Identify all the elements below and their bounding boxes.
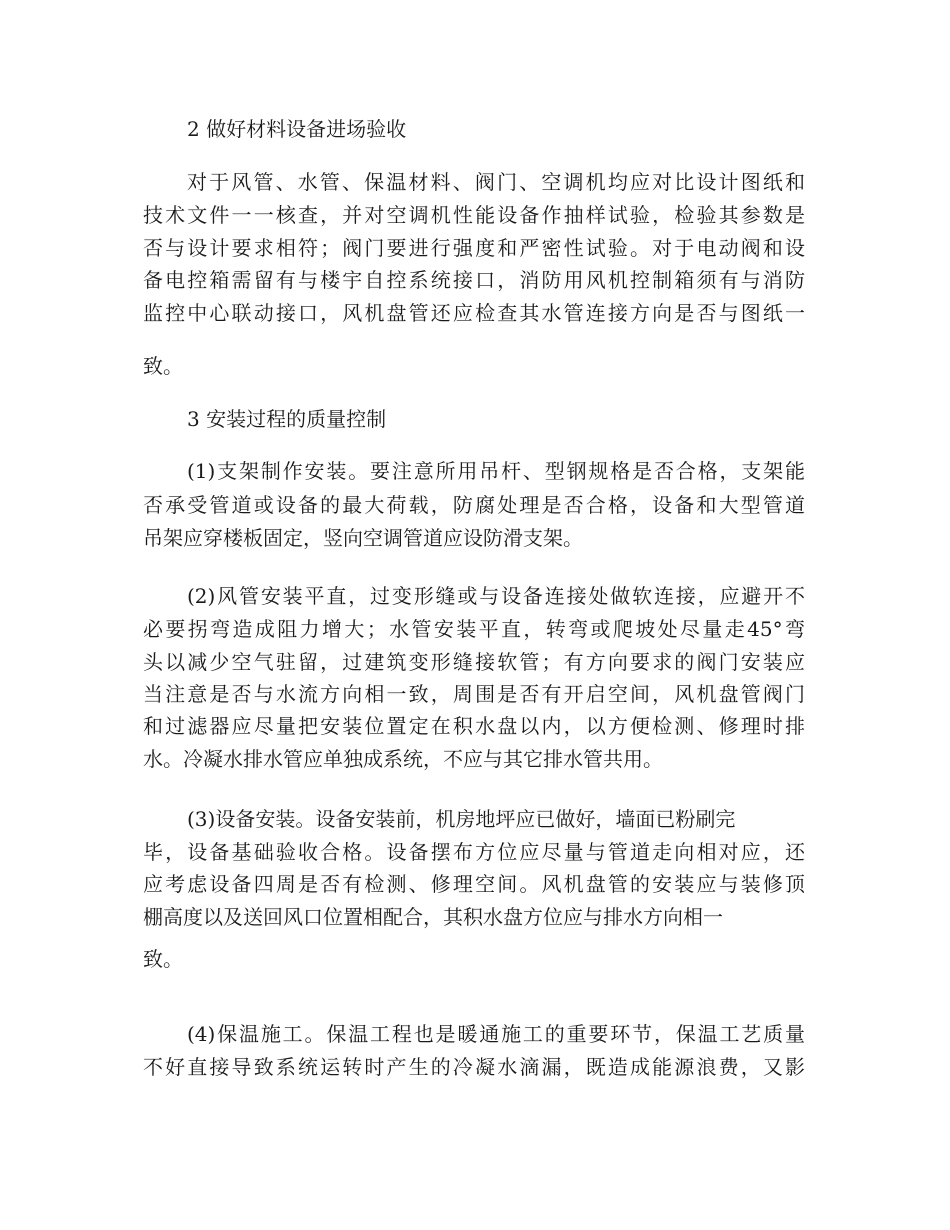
- text-line: 应考虑设备四周是否有检测、修理空间。风机盘管的安装应与装修顶: [143, 872, 805, 896]
- text-line: 吊架应穿楼板固定，竖向空调管道应设防滑支架。: [143, 526, 583, 550]
- text-line: 棚高度以及送回风口位置相配合，其积水盘方位应与排水方向相一: [143, 905, 723, 929]
- text-line: 监控中心联动接口，风机盘管还应检查其水管连接方向是否与图纸一: [143, 301, 805, 325]
- text-line: 备电控箱需留有与楼宇自控系统接口，消防用风机控制箱须有与消防: [143, 268, 805, 292]
- text-line: (3)设备安装。设备安装前，机房地坪应已做好，墙面已粉刷完: [187, 807, 736, 831]
- text-line: 技术文件一一核查，并对空调机性能设备作抽样试验，检验其参数是: [143, 203, 805, 227]
- section-heading-3: 3 安装过程的质量控制: [187, 407, 387, 431]
- text-line: 毕，设备基础验收合格。设备摆布方位应尽量与管道走向相对应，还: [143, 840, 805, 864]
- text-line: (2)风管安装平直，过变形缝或与设备连接处做软连接，应避开不: [187, 584, 805, 608]
- text-line: 对于风管、水管、保温材料、阀门、空调机均应对比设计图纸和: [187, 170, 805, 194]
- text-line: 致。: [143, 947, 183, 971]
- text-line: 否承受管道或设备的最大荷载，防腐处理是否合格，设备和大型管道: [143, 493, 805, 517]
- text-line: 否与设计要求相符；阀门要进行强度和严密性试验。对于电动阀和设: [143, 236, 805, 260]
- section-heading-2: 2 做好材料设备进场验收: [187, 117, 407, 141]
- text-line: (4)保温施工。保温工程也是暖通施工的重要环节，保温工艺质量: [187, 1022, 805, 1046]
- text-line: 不好直接导致系统运转时产生的冷凝水滴漏，既造成能源浪费，又影: [143, 1055, 805, 1079]
- text-line: 当注意是否与水流方向相一致，周围是否有开启空间，风机盘管阀门: [143, 682, 805, 706]
- text-line: 和过滤器应尽量把安装位置定在积水盘以内，以方便检测、修理时排: [143, 714, 805, 738]
- text-line: 水。冷凝水排水管应单独成系统，不应与其它排水管共用。: [143, 747, 663, 771]
- text-line: (1)支架制作安装。要注意所用吊杆、型钢规格是否合格，支架能: [187, 459, 805, 483]
- text-line: 致。: [143, 354, 183, 378]
- text-line: 头以减少空气驻留，过建筑变形缝接软管；有方向要求的阀门安装应: [143, 650, 805, 674]
- text-line: 必要拐弯造成阻力增大；水管安装平直，转弯或爬坡处尽量走45°弯: [143, 617, 805, 641]
